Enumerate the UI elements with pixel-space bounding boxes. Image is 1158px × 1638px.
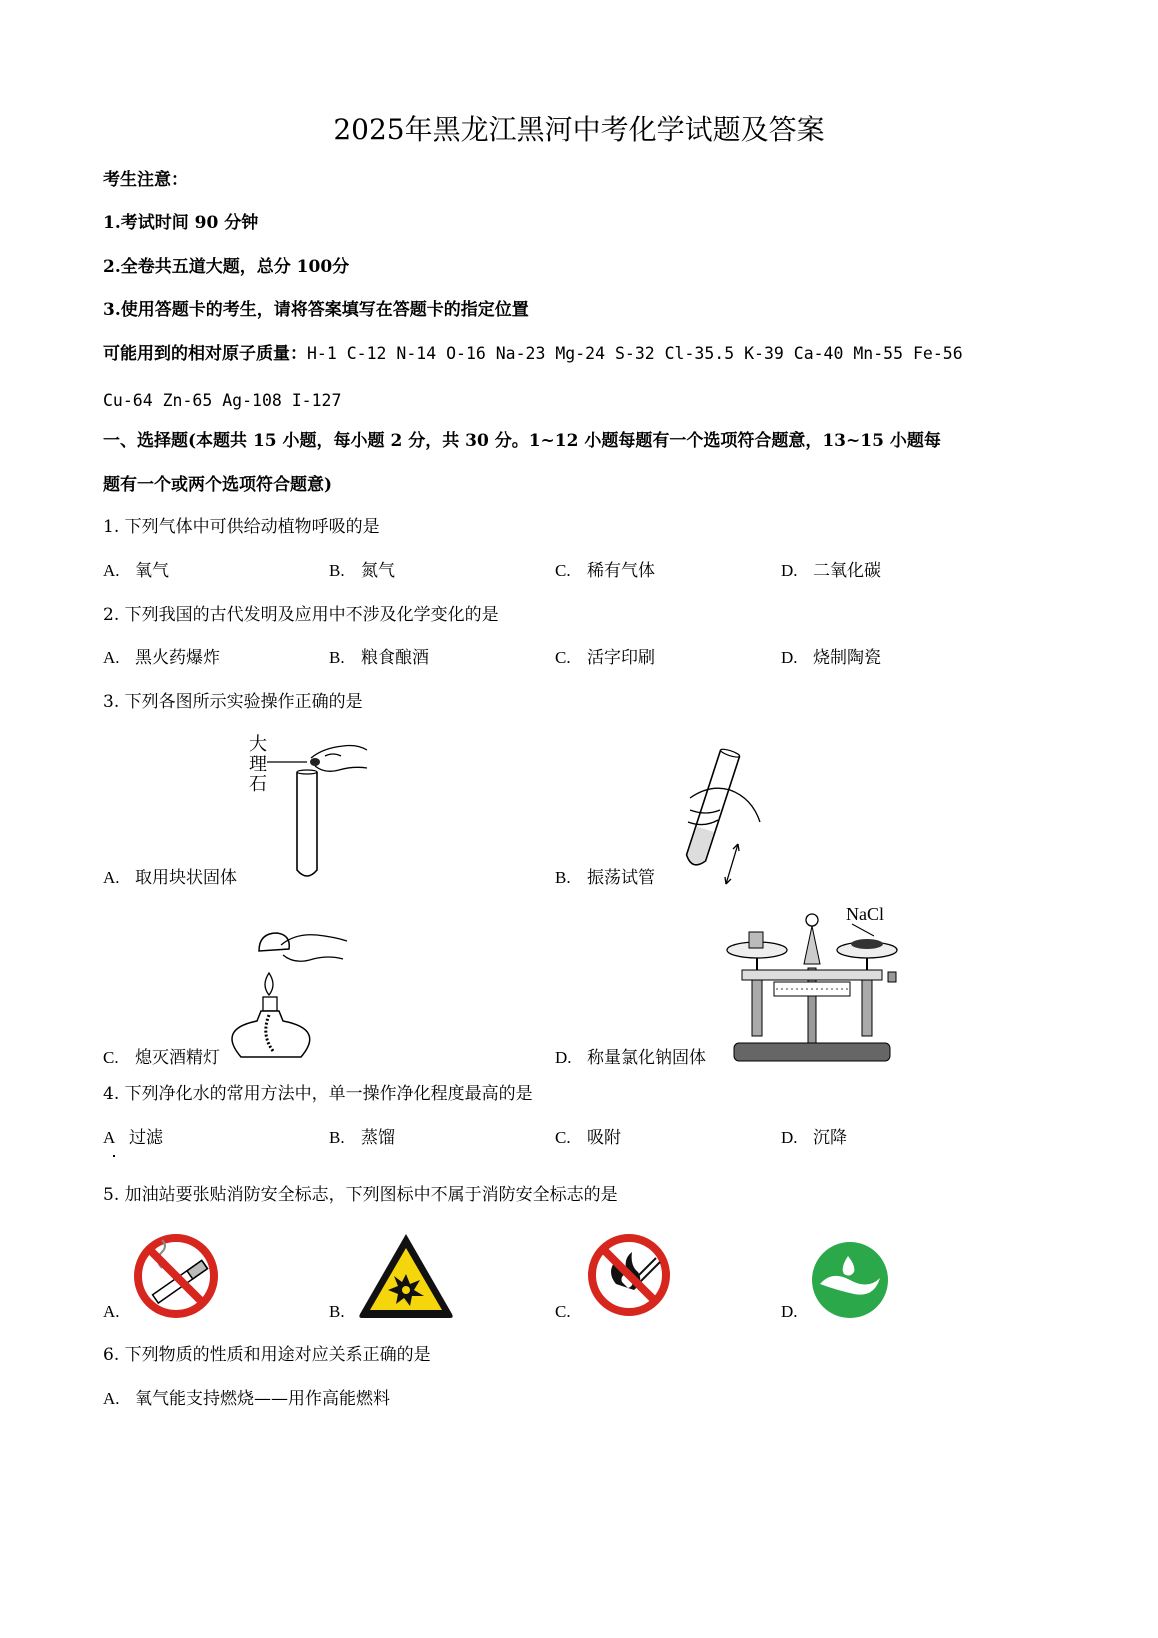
marble-label: 理	[249, 754, 267, 774]
option-text: 黑火药爆炸	[135, 648, 220, 668]
option-letter: A.	[103, 648, 120, 667]
option-text: 氧气能支持燃烧——用作高能燃料	[135, 1389, 390, 1409]
option-letter: A.	[103, 1389, 120, 1408]
option-text: 蒸馏	[361, 1128, 395, 1148]
page-title: 2025年黑龙江黑河中考化学试题及答案	[333, 113, 825, 146]
option-letter: B.	[329, 1302, 345, 1321]
notes-heading: 考生注意：	[103, 170, 188, 190]
question-stem: 1. 下列气体中可供给动植物呼吸的是	[103, 517, 380, 537]
note-item: 1.考试时间 90 分钟	[103, 213, 259, 233]
balance-figure	[722, 898, 902, 1066]
option-letter: D.	[555, 1048, 572, 1067]
question-stem: 6. 下列物质的性质和用途对应关系正确的是	[103, 1345, 431, 1365]
nacl-label: NaCl	[846, 904, 884, 924]
option-b	[329, 559, 395, 583]
option-a	[103, 1387, 390, 1411]
option-letter: C.	[555, 561, 571, 580]
marble-label: 大	[249, 734, 267, 754]
section-heading: 题有一个或两个选项符合题意)	[103, 475, 333, 495]
option-text: 过滤	[129, 1128, 163, 1148]
option-letter: D.	[781, 1128, 798, 1147]
alcohol-lamp-figure	[225, 925, 355, 1070]
option-c	[555, 646, 655, 670]
note-item: 2.全卷共五道大题，总分 100分	[103, 257, 350, 277]
atomic-masses-values: Cu-64 Zn-65 Ag-108 I-127	[103, 391, 342, 410]
option-letter: C.	[555, 648, 571, 667]
option-letter: A.	[103, 1302, 120, 1321]
option-b	[555, 866, 655, 890]
no-smoking-icon	[132, 1232, 220, 1320]
option-a	[103, 559, 169, 583]
option-b	[329, 1300, 361, 1324]
marble-label: 石	[249, 774, 267, 794]
option-text: 称量氯化钠固体	[587, 1048, 706, 1068]
section-heading: 一、选择题(本题共 15 小题，每小题 2 分，共 30 分。1~12 小题每题有一个选项符合题意，13~15 小题每	[103, 431, 941, 451]
option-a	[103, 646, 220, 670]
option-text: 沉降	[813, 1128, 847, 1148]
option-d	[781, 559, 881, 583]
option-c	[555, 1126, 621, 1150]
option-c	[103, 1046, 220, 1070]
option-letter: C.	[103, 1048, 119, 1067]
option-a	[103, 866, 237, 890]
stray-dot	[113, 1155, 115, 1157]
option-text: 稀有气体	[587, 561, 655, 581]
option-letter: B.	[329, 1128, 345, 1147]
option-a	[103, 1126, 163, 1150]
option-letter: A	[103, 1128, 116, 1147]
note-item: 3.使用答题卡的考生，请将答案填写在答题卡的指定位置	[103, 300, 529, 320]
option-text: 粮食酿酒	[361, 648, 429, 668]
option-letter: D.	[781, 1302, 798, 1321]
atomic-masses-line	[103, 342, 963, 366]
option-text: 熄灭酒精灯	[135, 1048, 220, 1068]
marble-tube-figure	[245, 730, 375, 890]
no-open-flame-icon	[586, 1232, 672, 1318]
option-letter: C.	[555, 1302, 571, 1321]
option-a	[103, 1300, 135, 1324]
option-letter: A.	[103, 561, 120, 580]
option-text: 氮气	[361, 561, 395, 581]
atomic-masses-values: H-1 C-12 N-14 O-16 Na-23 Mg-24 S-32 Cl-35.5 K-39 Ca-40 Mn-55 Fe-56	[307, 344, 963, 363]
option-letter: D.	[781, 561, 798, 580]
question-stem: 3. 下列各图所示实验操作正确的是	[103, 692, 363, 712]
option-text: 取用块状固体	[135, 868, 237, 888]
option-d	[781, 1300, 813, 1324]
option-letter: B.	[329, 561, 345, 580]
water-saving-icon	[810, 1240, 890, 1320]
option-text: 活字印刷	[587, 648, 655, 668]
option-text: 吸附	[587, 1128, 621, 1148]
option-letter: A.	[103, 868, 120, 887]
option-letter: B.	[329, 648, 345, 667]
option-b	[329, 1126, 395, 1150]
option-d	[781, 1126, 847, 1150]
option-text: 氧气	[135, 561, 169, 581]
option-letter: B.	[555, 868, 571, 887]
option-d	[555, 1046, 706, 1070]
option-d	[781, 646, 881, 670]
explosive-warning-icon	[356, 1230, 456, 1320]
option-c	[555, 1300, 587, 1324]
option-letter: D.	[781, 648, 798, 667]
atomic-masses-label: 可能用到的相对原子质量：	[103, 344, 307, 364]
question-stem: 4. 下列净化水的常用方法中，单一操作净化程度最高的是	[103, 1084, 533, 1104]
option-c	[555, 559, 655, 583]
question-stem: 5. 加油站要张贴消防安全标志，下列图标中不属于消防安全标志的是	[103, 1185, 618, 1205]
shaking-tube-figure	[660, 740, 770, 890]
option-b	[329, 646, 429, 670]
option-text: 二氧化碳	[813, 561, 881, 581]
question-stem: 2. 下列我国的古代发明及应用中不涉及化学变化的是	[103, 605, 499, 625]
option-text: 振荡试管	[587, 868, 655, 888]
option-text: 烧制陶瓷	[813, 648, 881, 668]
option-letter: C.	[555, 1128, 571, 1147]
